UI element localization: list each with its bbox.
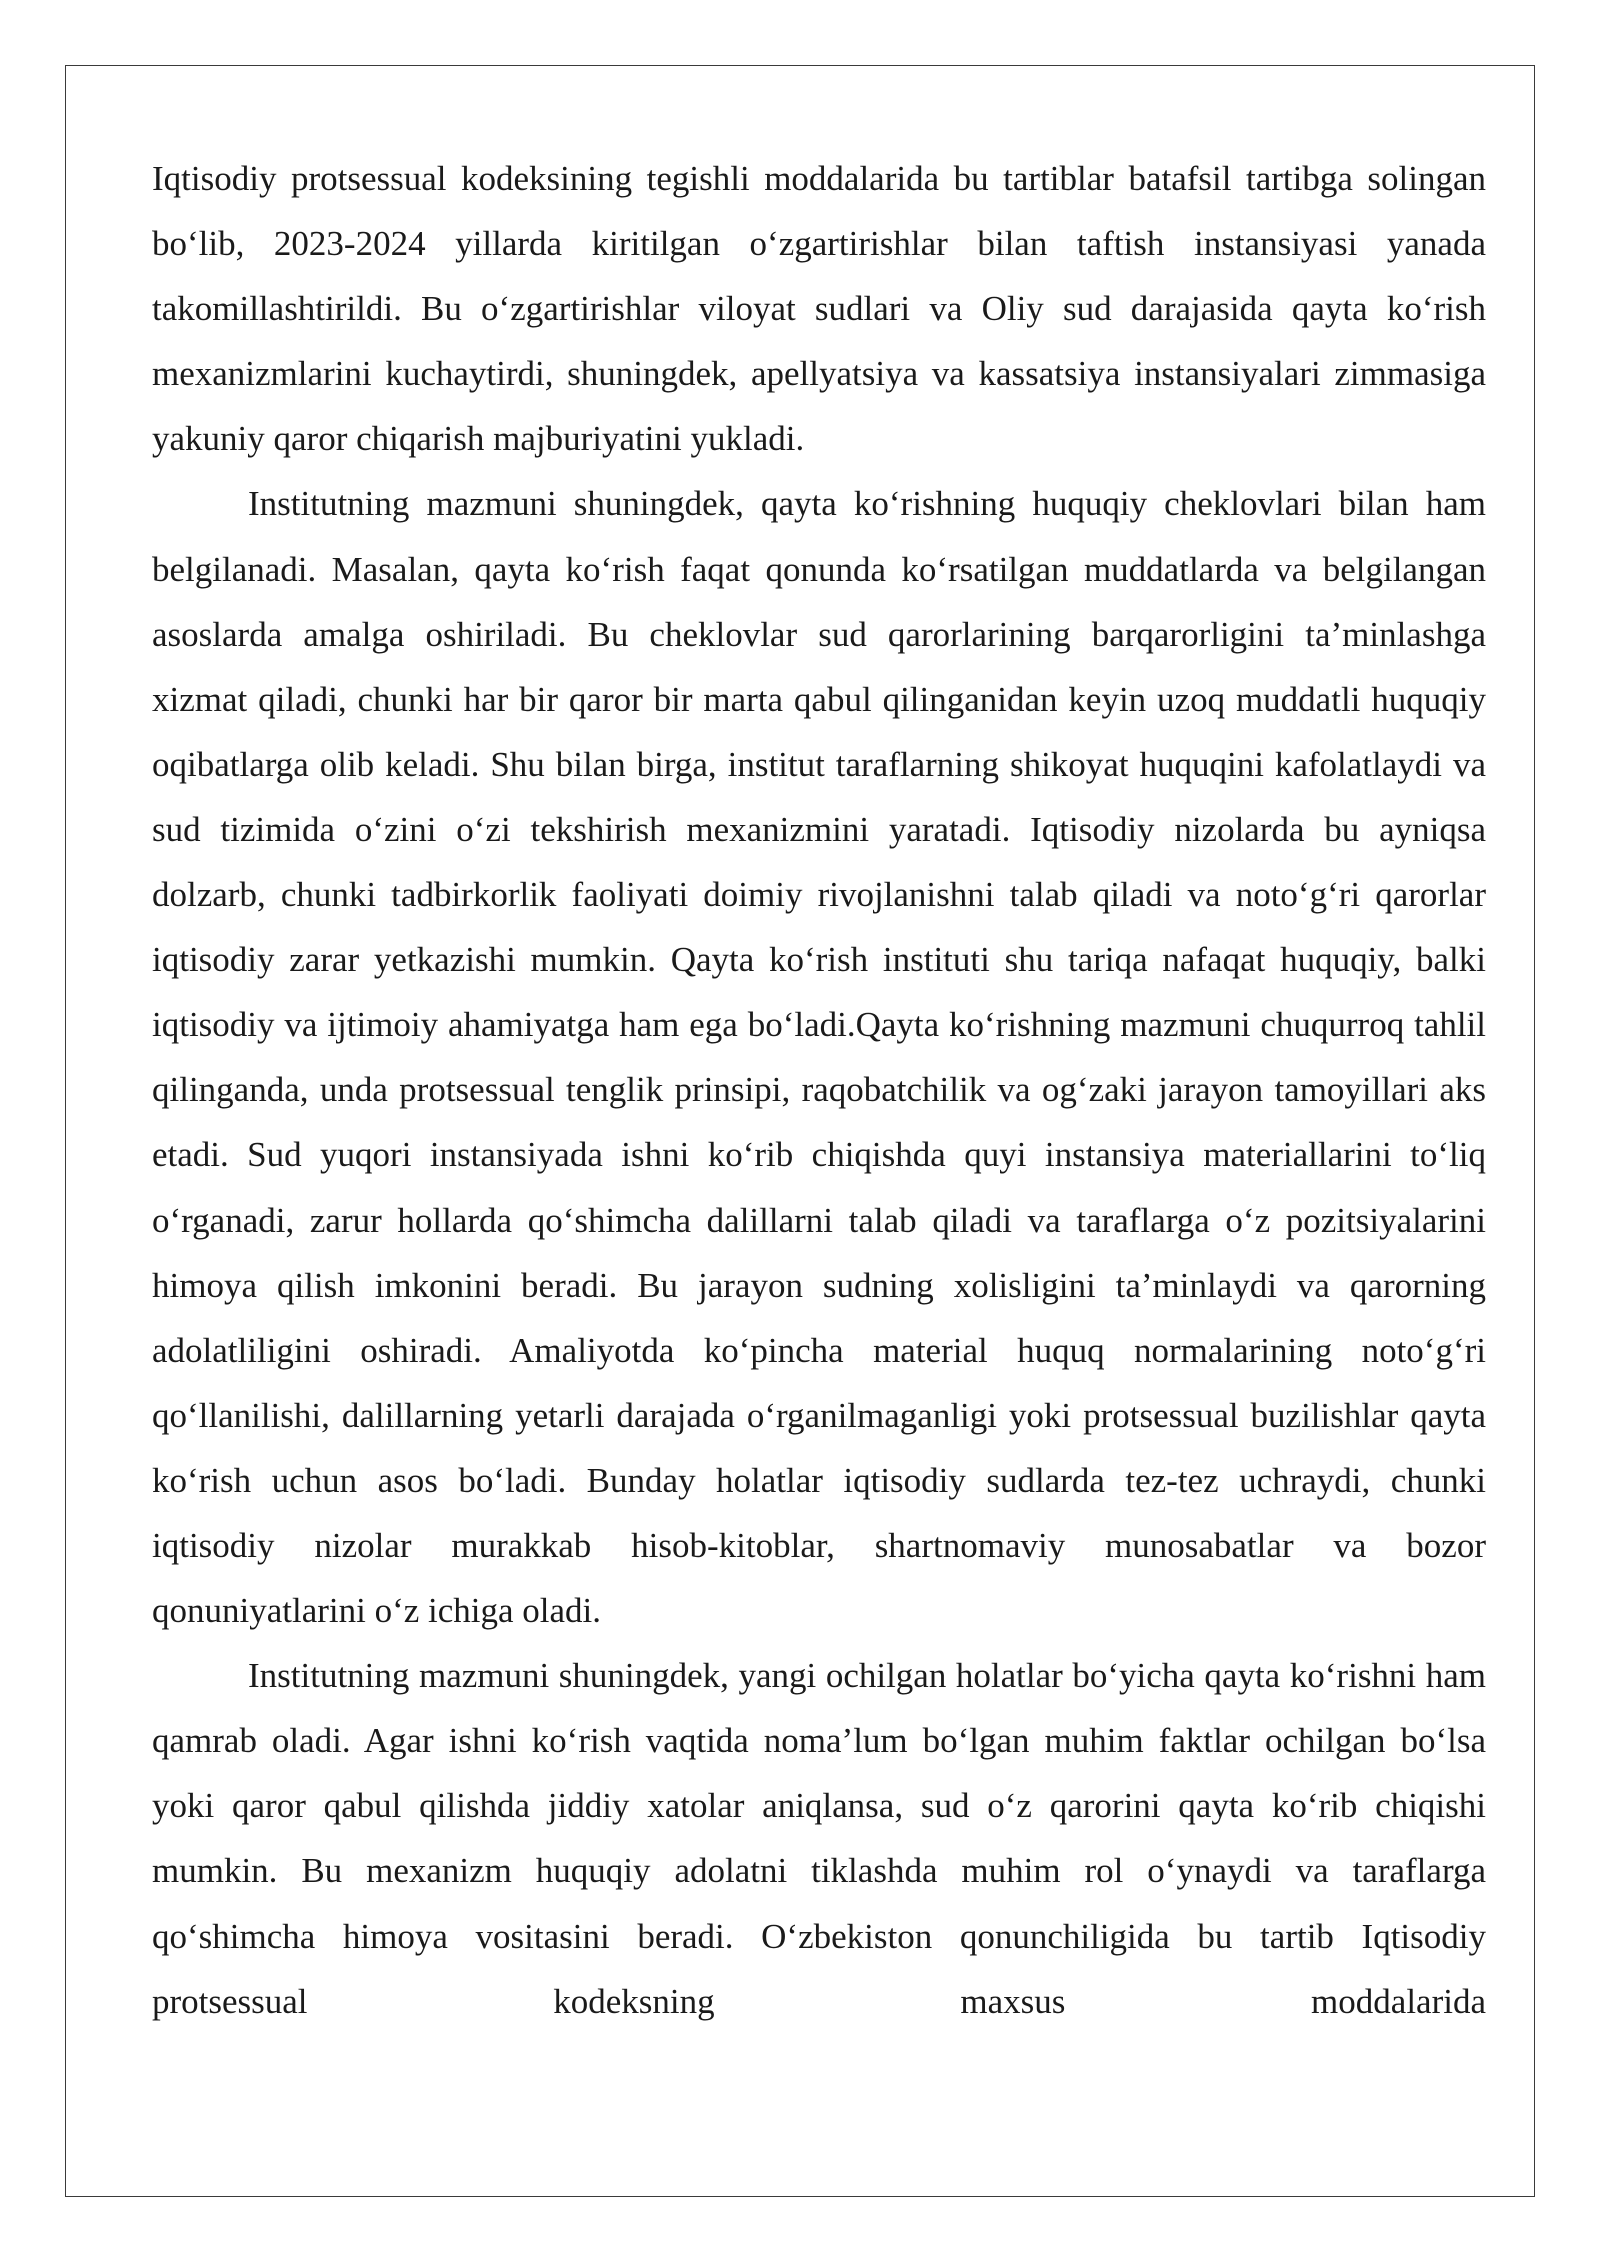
paragraph-3: Institutning mazmuni shuningdek, yangi ochilgan holatlar bo‘yicha qayta ko‘rishni ham qamrab oladi. Agar ishni ko‘rish vaqtida noma’lum bo‘lgan muhim faktlar ochilgan bo‘lsa yoki qaror qabul qilishda jiddiy xatolar aniqlansa, sud o‘z qarorini qayta ko‘rib chiqishi mumkin. Bu mexanizm huquqiy adolatni tiklashda muhim rol o‘ynaydi va taraflarga qo‘shimcha himoya vositasini beradi. O‘zbekiston qonunchiligida bu tartib Iqtisodiy protsessual kodeksning maxsus moddalarida: [152, 1656, 1486, 2021]
paragraph-2: Institutning mazmuni shuningdek, qayta ko‘rishning huquqiy cheklovlari bilan ham belgilanadi. Masalan, qayta ko‘rish faqat qonunda ko‘rsatilgan muddatlarda va belgilangan asoslarda amalga oshiriladi. Bu cheklovlar sud qarorlarining barqarorligini ta’minlashga xizmat qiladi, chunki har bir qaror bir marta qabul qilinganidan keyin uzoq muddatli huquqiy oqibatlarga olib keladi. Shu bilan birga, institut taraflarning shikoyat huquqini kafolatlaydi va sud tizimida o‘zini o‘zi tekshirish mexanizmini yaratadi. Iqtisodiy nizolarda bu ayniqsa dolzarb, chunki tadbirkorlik faoliyati doimiy rivojlanishni talab qiladi va noto‘g‘ri qarorlar iqtisodiy zarar yetkazishi mumkin. Qayta ko‘rish instituti shu tariqa nafaqat huquqiy, balki iqtisodiy va ijtimoiy ahamiyatga ham ega bo‘ladi.Qayta ko‘rishning mazmuni chuqurroq tahlil qilinganda, unda protsessual tenglik prinsipi, raqobatchilik va og‘zaki jarayon tamoyillari aks etadi. Sud yuqori instansiyada ishni ko‘rib chiqishda quyi instansiya materiallarini to‘liq o‘rganadi, zarur hollarda qo‘shimcha dalillarni talab qiladi va taraflarga o‘z pozitsiyalarini himoya qilish imkonini beradi. Bu jarayon sudning xolisligini ta’minlaydi va qarorning adolatliligini oshiradi. Amaliyotda ko‘pincha material huquq normalarining noto‘g‘ri qo‘llanilishi, dalillarning yetarli darajada o‘rganilmaganligi yoki protsessual buzilishlar qayta ko‘rish uchun asos bo‘ladi. Bunday holatlar iqtisodiy sudlarda tez-tez uchraydi, chunki iqtisodiy nizolar murakkab hisob-kitoblar, shartnomaviy munosabatlar va bozor qonuniyatlarini o‘z ichiga oladi.: [152, 484, 1486, 1631]
document-body: [152, 146, 1486, 2034]
paragraph-1: Iqtisodiy protsessual kodeksining tegishli moddalarida bu tartiblar batafsil tartibga solingan bo‘lib, 2023-2024 yillarda kiritilgan o‘zgartirishlar bilan taftish instansiyasi yanada takomillashtirildi. Bu o‘zgartirishlar viloyat sudlari va Oliy sud darajasida qayta ko‘rish mexanizmlarini kuchaytirdi, shuningdek, apellyatsiya va kassatsiya instansiyalari zimmasiga yakuniy qaror chiqarish majburiyatini yukladi.: [152, 159, 1486, 459]
